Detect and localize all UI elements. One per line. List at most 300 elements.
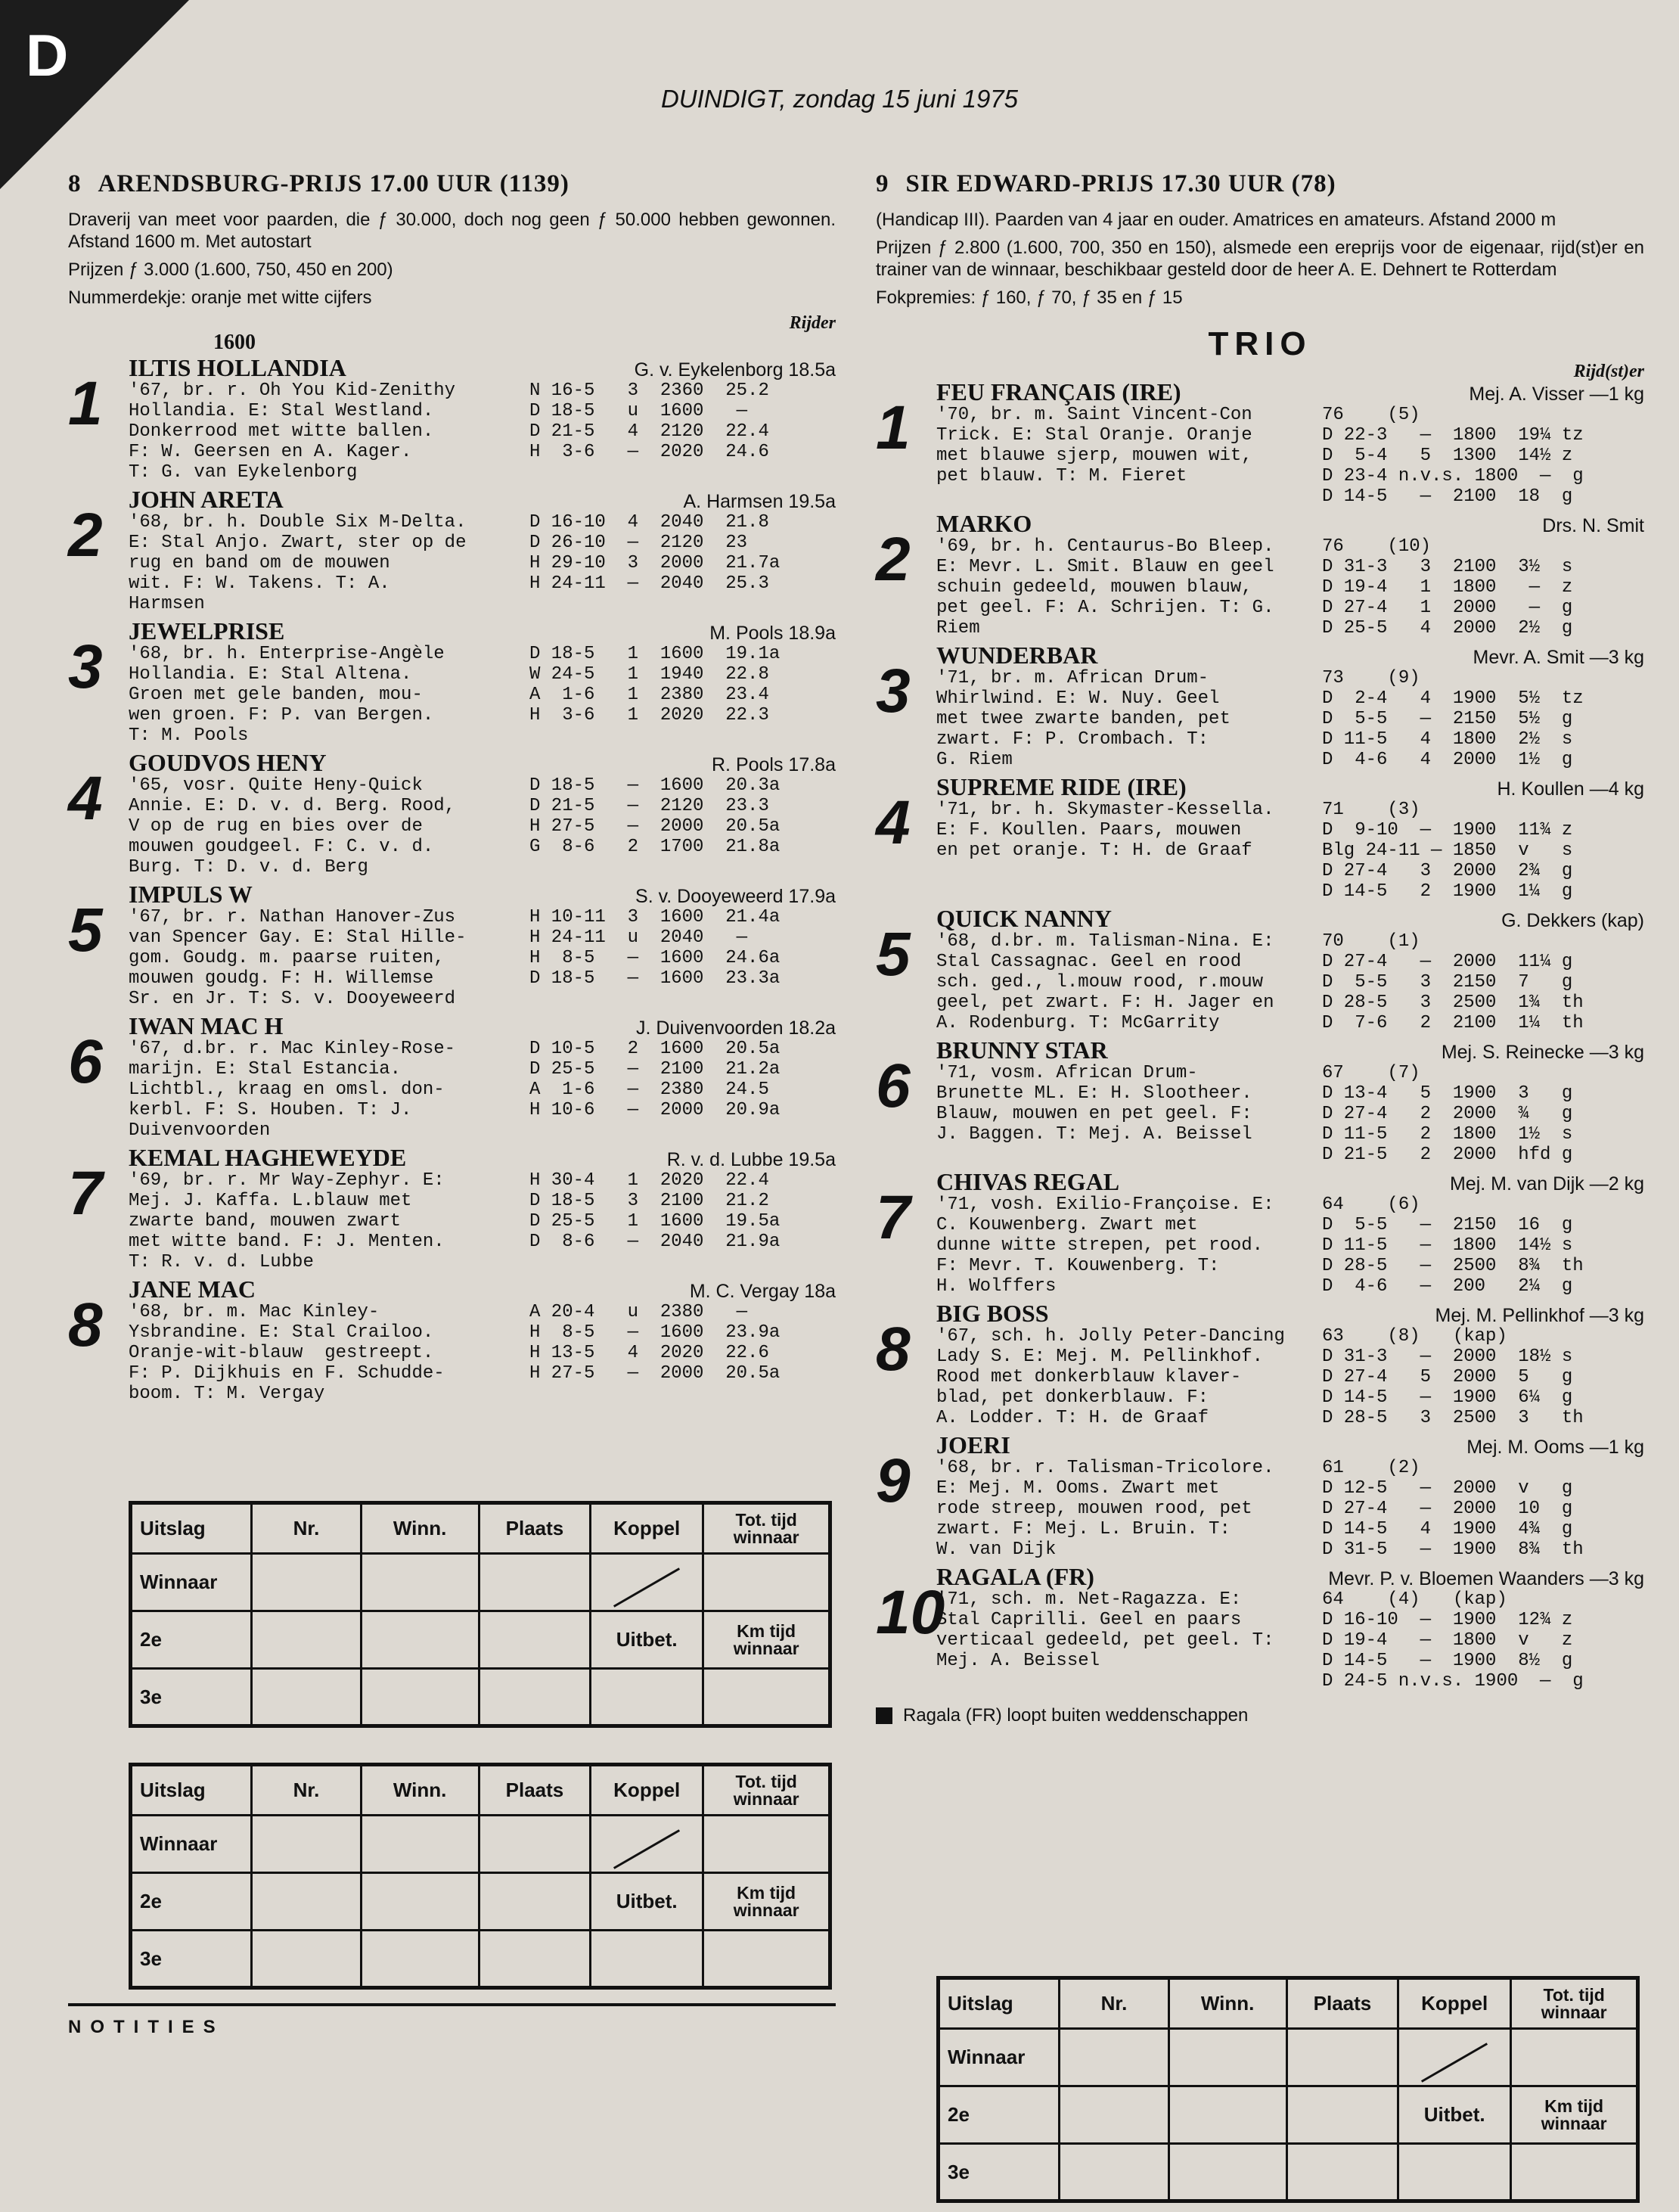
horse-description: E: Stal Anjo. Zwart, ster op de [129, 533, 467, 553]
horse-form: N 16-5 3 2360 25.2 [529, 381, 769, 401]
horse-description: '68, br. h. Enterprise-Angèle [129, 644, 445, 664]
horse-form: D 11-5 4 1800 2½ s [1322, 729, 1573, 750]
horse-detail-line [936, 598, 1644, 618]
horse-description: E: Mej. M. Ooms. Zwart met [936, 1478, 1220, 1499]
koppel-slash-cell [1398, 2029, 1511, 2086]
table-header-cell: Uitslag [131, 1503, 252, 1554]
horse-form: D 11-5 2 1800 1½ s [1322, 1124, 1573, 1145]
footnote: Ragala (FR) loopt buiten weddenschappen [876, 1705, 1644, 1726]
horse-detail-line [936, 993, 1644, 1013]
table-cell[interactable] [361, 1931, 479, 1988]
horse-description [936, 861, 1322, 881]
page-header [0, 85, 1679, 113]
horse-description: Whirlwind. E: W. Nuy. Geel [936, 688, 1220, 709]
table-cell[interactable] [252, 1554, 361, 1611]
race-9-intro: (Handicap III). Paarden van 4 jaar en ouder. Amatrices en amateurs. Afstand 2000 m [876, 210, 1556, 230]
horse-description: blad, pet donkerblauw. F: [936, 1387, 1209, 1408]
horse-description [936, 486, 1322, 507]
horse-detail-line [936, 668, 1644, 688]
table-cell[interactable] [479, 1931, 590, 1988]
horse-form: D 27-4 — 2000 11¼ g [1322, 952, 1573, 972]
horse-number: 6 [876, 1052, 911, 1120]
horse-form: D 14-5 — 1900 8½ g [1322, 1651, 1573, 1671]
horse-description: E: Mevr. L. Smit. Blauw en geel [936, 557, 1274, 577]
horse-number: 5 [68, 896, 103, 965]
horse-detail-line [936, 881, 1644, 902]
slash-mark [613, 1830, 680, 1870]
horse-detail-line [936, 1063, 1644, 1083]
horse-form: D 7-6 2 2100 1¼ th [1322, 1013, 1584, 1033]
horse-form: 67 (7) [1322, 1063, 1420, 1083]
horse-description: F: W. Geersen en A. Kager. [129, 442, 412, 462]
table-cell[interactable] [1511, 2029, 1638, 2086]
horse-number: 4 [68, 764, 103, 833]
table-cell[interactable] [1060, 2144, 1168, 2201]
koppel-slash-cell [591, 1554, 703, 1611]
result-table-2 [129, 1763, 832, 1990]
horse-description: wit. F: W. Takens. T: A. [129, 573, 390, 594]
distance-label: 1600 [213, 331, 256, 354]
date: , zondag 15 juni 1975 [779, 85, 1019, 113]
table-header-cell: Nr. [252, 1503, 361, 1554]
horse-detail-line [129, 968, 836, 989]
horse-form: D 18-5 — 1600 23.3a [529, 968, 781, 989]
horse-form: H 24-11 — 2040 25.3 [529, 573, 769, 594]
horse-detail-line [936, 1013, 1644, 1033]
race-9-fokpremies: Fokpremies: ƒ 160, ƒ 70, ƒ 35 en ƒ 15 [876, 287, 1183, 308]
horse-detail-line [936, 1276, 1644, 1297]
horse-form: 71 (3) [1322, 800, 1420, 820]
horse-form: H 10-6 — 2000 20.9a [529, 1100, 781, 1120]
horse-entry [68, 486, 836, 614]
table-row-label: 2e [131, 1611, 252, 1669]
horse-entry [876, 905, 1644, 1033]
result-table-3 [936, 1976, 1640, 2203]
horse-form: D 14-5 4 1900 4¾ g [1322, 1519, 1573, 1539]
table-cell[interactable] [1286, 2144, 1398, 2201]
horse-form: 63 (8) (kap) [1322, 1326, 1507, 1347]
horse-rider: R. Pools 17.8a [712, 754, 836, 775]
horse-number: 10 [876, 1578, 945, 1647]
horse-form: H 10-11 3 1600 21.4a [529, 907, 781, 927]
horse-description [936, 1671, 1322, 1692]
horse-description: mouwen goudg. F: H. Willemse [129, 968, 434, 989]
horse-detail-line [936, 1539, 1644, 1560]
horse-description: '71, vosm. African Drum- [936, 1063, 1198, 1083]
horse-description: A. Rodenburg. T: McGarrity [936, 1013, 1220, 1033]
horse-form: D 18-5 1 1600 19.1a [529, 644, 781, 664]
table-cell[interactable] [479, 1669, 590, 1726]
horse-description: rug en band om de mouwen [129, 553, 390, 573]
horse-detail-line [129, 1080, 836, 1100]
horse-detail-line [936, 1408, 1644, 1428]
horse-form: D 27-4 — 2000 10 g [1322, 1499, 1573, 1519]
horse-form: D 28-5 3 2500 1¾ th [1322, 993, 1584, 1013]
horse-detail-line [129, 533, 836, 553]
horse-form: H 8-5 — 1600 24.6a [529, 948, 781, 968]
table-cell[interactable] [361, 1873, 479, 1931]
horse-form: H 27-5 — 2000 20.5a [529, 816, 781, 837]
horse-description: T: R. v. d. Lubbe [129, 1252, 314, 1272]
table-cell[interactable] [1511, 2144, 1638, 2201]
horse-detail-line [936, 557, 1644, 577]
horse-description: Mej. A. Beissel [936, 1651, 1100, 1671]
horse-detail-line [936, 486, 1644, 507]
horse-detail-line [129, 381, 836, 401]
horse-entry [68, 1275, 836, 1404]
horse-rider: M. C. Vergay 18a [689, 1281, 836, 1302]
horse-form: 73 (9) [1322, 668, 1420, 688]
horse-description: '67, sch. h. Jolly Peter-Dancing [936, 1326, 1285, 1347]
horse-description: pet blauw. T: M. Fieret [936, 466, 1187, 486]
table-cell[interactable] [591, 1931, 703, 1988]
table-header-cell: Nr. [252, 1765, 361, 1816]
horse-description: '67, d.br. r. Mac Kinley-Rose- [129, 1039, 456, 1059]
horse-number: 1 [876, 393, 911, 462]
horse-form: D 21-5 2 2000 hfd g [1322, 1145, 1573, 1165]
horse-rider: M. Pools 18.9a [709, 623, 836, 644]
horse-detail-line [936, 1256, 1644, 1276]
horse-detail-line [936, 800, 1644, 820]
horse-description: '65, vosr. Quite Heny-Quick [129, 775, 423, 796]
horse-form: D 21-5 — 2120 23.3 [529, 796, 769, 816]
horse-detail-line [129, 1322, 836, 1343]
horse-number: 8 [68, 1291, 103, 1359]
table-cell[interactable] [252, 1931, 361, 1988]
horse-detail-line [936, 1519, 1644, 1539]
race-8-column [68, 170, 836, 1411]
horse-detail-line [129, 421, 836, 442]
table-header-cell: Plaats [1286, 1978, 1398, 2029]
horse-detail-line [129, 1039, 836, 1059]
table-cell[interactable] [479, 1611, 590, 1669]
horse-form: D 4-6 4 2000 1½ g [1322, 750, 1573, 770]
table-row-label: 3e [131, 1669, 252, 1726]
horse-form: W 24-5 1 1940 22.8 [529, 664, 769, 685]
horse-form: D 18-5 3 2100 21.2 [529, 1191, 769, 1211]
horse-rider: G. Dekkers (kap) [1501, 910, 1644, 931]
horse-detail-line [936, 1235, 1644, 1256]
horse-description: zwart. F: P. Crombach. T: [936, 729, 1209, 750]
horse-name: JEWELPRISE [129, 617, 285, 645]
horse-description: Mej. J. Kaffa. L.blauw met [129, 1191, 412, 1211]
uitbet-label: Uitbet. [1398, 2086, 1511, 2144]
notities-label: NOTITIES [68, 2017, 225, 2037]
horse-description: T: M. Pools [129, 725, 249, 746]
horse-form: 76 (5) [1322, 405, 1420, 425]
table-header-cell: Nr. [1060, 1978, 1168, 2029]
horse-name: BRUNNY STAR [936, 1036, 1108, 1064]
horse-rider: Drs. N. Smit [1542, 515, 1644, 536]
horse-detail-line [936, 1387, 1644, 1408]
uitbet-label: Uitbet. [591, 1873, 703, 1931]
horse-detail-line [936, 709, 1644, 729]
horse-name: JOERI [936, 1431, 1010, 1459]
horse-entry [876, 1300, 1644, 1428]
horse-form [529, 1384, 836, 1404]
horse-form: D 14-5 — 1900 6¼ g [1322, 1387, 1573, 1408]
table-header-cell: Winn. [1168, 1978, 1286, 2029]
horse-detail-line [936, 1478, 1644, 1499]
horse-entry [876, 642, 1644, 770]
horse-form: D 28-5 — 2500 8¾ th [1322, 1256, 1584, 1276]
result-table-1 [129, 1501, 832, 1728]
horse-form [529, 857, 836, 878]
horse-form: D 27-4 3 2000 2¾ g [1322, 861, 1573, 881]
horse-form: 64 (6) [1322, 1195, 1420, 1215]
horse-name: QUICK NANNY [936, 905, 1112, 932]
venue: DUINDIGT [660, 85, 780, 113]
table-cell[interactable] [1168, 2144, 1286, 2201]
horse-detail-line [129, 837, 836, 857]
table-cell[interactable] [1286, 2029, 1398, 2086]
horse-rider: Mej. S. Reinecke —3 kg [1441, 1042, 1644, 1063]
horse-form: G 8-6 2 1700 21.8a [529, 837, 781, 857]
horse-detail-line [936, 1083, 1644, 1104]
table-cell[interactable] [703, 1816, 830, 1873]
horse-rider: A. Harmsen 19.5a [683, 491, 836, 512]
horse-form: D 19-4 — 1800 v z [1322, 1630, 1573, 1651]
horse-description: H. Wolffers [936, 1276, 1057, 1297]
horse-detail-line [129, 664, 836, 685]
horse-form: H 24-11 u 2040 — [529, 927, 748, 948]
horse-rider: H. Koullen —4 kg [1497, 778, 1644, 800]
horse-name: CHIVAS REGAL [936, 1168, 1120, 1195]
horse-detail-line [129, 1384, 836, 1404]
horse-description: Harmsen [129, 594, 205, 614]
horse-form: H 3-6 — 2020 24.6 [529, 442, 769, 462]
horse-number: 6 [68, 1027, 103, 1096]
horse-description: '68, br. h. Double Six M-Delta. [129, 512, 467, 533]
horse-description: '71, br. h. Skymaster-Kessella. [936, 800, 1274, 820]
kmtijd-label: Km tijd winnaar [703, 1611, 830, 1669]
table-cell[interactable] [703, 1931, 830, 1988]
horse-form: D 27-4 2 2000 ¾ g [1322, 1104, 1573, 1124]
horse-description: verticaal gedeeld, pet geel. T: [936, 1630, 1274, 1651]
table-cell[interactable] [591, 1669, 703, 1726]
table-cell[interactable] [1168, 2029, 1286, 2086]
horse-form: 61 (2) [1322, 1458, 1420, 1478]
horse-detail-line [129, 907, 836, 927]
horse-name: IMPULS W [129, 881, 253, 908]
table-cell[interactable] [1168, 2086, 1286, 2144]
race-9-horse-list [876, 378, 1644, 1692]
horse-number: 4 [876, 788, 911, 857]
horse-description: '69, br. r. Mr Way-Zephyr. E: [129, 1170, 445, 1191]
horse-description: '67, br. r. Nathan Hanover-Zus [129, 907, 456, 927]
table-cell[interactable] [361, 1554, 479, 1611]
table-cell[interactable] [252, 1873, 361, 1931]
horse-description: Donkerrood met witte ballen. [129, 421, 434, 442]
horse-form: D 18-5 u 1600 — [529, 401, 748, 421]
table-cell[interactable] [1286, 2086, 1398, 2144]
horse-entry [68, 354, 836, 483]
horse-detail-line [936, 1195, 1644, 1215]
horse-detail-line [129, 948, 836, 968]
section-letter: D [26, 22, 69, 89]
table-header-cell: Koppel [591, 1765, 703, 1816]
horse-detail-line [129, 989, 836, 1009]
horse-description: en pet oranje. T: H. de Graaf [936, 840, 1252, 861]
horse-form: D 22-3 — 1800 19¼ tz [1322, 425, 1584, 446]
horse-description: Lady S. E: Mej. M. Pellinkhof. [936, 1347, 1264, 1367]
horse-detail-line [936, 729, 1644, 750]
horse-description: '68, br. m. Mac Kinley- [129, 1302, 380, 1322]
horse-number: 7 [876, 1183, 911, 1252]
table-cell[interactable] [252, 1611, 361, 1669]
horse-form: D 16-10 — 1900 12¾ z [1322, 1610, 1573, 1630]
horse-rider: J. Duivenvoorden 18.2a [635, 1017, 836, 1039]
horse-description: A. Lodder. T: H. de Graaf [936, 1408, 1209, 1428]
table-cell[interactable] [361, 1611, 479, 1669]
horse-rider: G. v. Eykelenborg 18.5a [634, 359, 836, 381]
horse-description: V op de rug en bies over de [129, 816, 423, 837]
horse-rider: Mevr. A. Smit —3 kg [1473, 647, 1644, 668]
horse-description: zwarte band, mouwen zwart [129, 1211, 402, 1232]
horse-entry [876, 1431, 1644, 1560]
table-cell[interactable] [361, 1816, 479, 1873]
horse-description: mouwen goudgeel. F: C. v. d. [129, 837, 434, 857]
horse-description: W. van Dijk [936, 1539, 1057, 1560]
horse-form: D 11-5 — 1800 14½ s [1322, 1235, 1573, 1256]
horse-form: D 10-5 2 1600 20.5a [529, 1039, 781, 1059]
horse-name: JANE MAC [129, 1275, 256, 1303]
horse-detail-line [129, 796, 836, 816]
horse-detail-line [936, 618, 1644, 638]
rijdster-header: Rijd(st)er [1573, 362, 1644, 381]
horse-detail-line [129, 644, 836, 664]
horse-form: D 9-10 — 1900 11¾ z [1322, 820, 1573, 840]
horse-form [529, 1252, 836, 1272]
table-cell[interactable] [361, 1669, 479, 1726]
horse-detail-line [936, 1589, 1644, 1610]
horse-detail-line [129, 1232, 836, 1252]
table-row-label: Winnaar [131, 1816, 252, 1873]
horse-entry [68, 617, 836, 746]
horse-number: 5 [876, 920, 911, 989]
horse-form: D 26-10 — 2120 23 [529, 533, 748, 553]
table-row-label: Winnaar [939, 2029, 1060, 2086]
horse-form: D 5-4 5 1300 14½ z [1322, 446, 1573, 466]
horse-form [529, 462, 836, 483]
horse-form: D 24-5 n.v.s. 1900 — g [1322, 1671, 1584, 1692]
horse-description: Riem [936, 618, 980, 638]
horse-description: zwart. F: Mej. L. Bruin. T: [936, 1519, 1231, 1539]
table-cell[interactable] [479, 1554, 590, 1611]
horse-detail-line [129, 1302, 836, 1322]
horse-detail-line [936, 1326, 1644, 1347]
horse-entry [876, 1036, 1644, 1165]
horse-entry [68, 749, 836, 878]
horse-detail-line [936, 750, 1644, 770]
horse-detail-line [936, 1610, 1644, 1630]
table-cell[interactable] [479, 1816, 590, 1873]
horse-name: JOHN ARETA [129, 486, 284, 513]
horse-number: 3 [876, 657, 911, 725]
horse-entry [68, 1012, 836, 1141]
horse-description: Burg. T: D. v. d. Berg [129, 857, 368, 878]
horse-number: 3 [68, 632, 103, 701]
horse-description: Oranje-wit-blauw gestreept. [129, 1343, 434, 1363]
divider [68, 2003, 836, 2006]
horse-entry [876, 1563, 1644, 1692]
horse-rider: S. v. Dooyeweerd 17.9a [635, 886, 836, 907]
horse-form: D 25-5 4 2000 2½ g [1322, 618, 1573, 638]
horse-description: Stal Cassagnac. Geel en rood [936, 952, 1242, 972]
table-cell[interactable] [1060, 2029, 1168, 2086]
horse-detail-line [936, 1630, 1644, 1651]
horse-form: D 2-4 4 1900 5½ tz [1322, 688, 1584, 709]
horse-detail-line [129, 594, 836, 614]
horse-detail-line [936, 1671, 1644, 1692]
horse-form: H 29-10 3 2000 21.7a [529, 553, 781, 573]
horse-description: '68, d.br. m. Talisman-Nina. E: [936, 931, 1274, 952]
horse-detail-line [129, 1252, 836, 1272]
horse-detail-line [936, 1104, 1644, 1124]
horse-detail-line [936, 536, 1644, 557]
horse-name: MARKO [936, 510, 1032, 537]
horse-description: Trick. E: Stal Oranje. Oranje [936, 425, 1252, 446]
table-row-label: 2e [939, 2086, 1060, 2144]
horse-description: gom. Goudg. m. paarse ruiten, [129, 948, 445, 968]
horse-form: 70 (1) [1322, 931, 1420, 952]
horse-detail-line [129, 1170, 836, 1191]
horse-entry [68, 1144, 836, 1272]
horse-description: '71, vosh. Exilio-Françoise. E: [936, 1195, 1274, 1215]
slash-mark [1421, 2043, 1488, 2083]
rijder-header: Rijder [789, 313, 836, 333]
horse-detail-line [936, 931, 1644, 952]
table-cell[interactable] [252, 1669, 361, 1726]
horse-form: 76 (10) [1322, 536, 1432, 557]
table-cell[interactable] [703, 1669, 830, 1726]
horse-form: D 8-6 — 2040 21.9a [529, 1232, 781, 1252]
horse-form [529, 989, 836, 1009]
horse-form: D 5-5 3 2150 7 g [1322, 972, 1573, 993]
horse-form: D 31-3 3 2100 3½ s [1322, 557, 1573, 577]
horse-description: Ysbrandine. E: Stal Crailoo. [129, 1322, 434, 1343]
table-header-cell: Koppel [1398, 1978, 1511, 2029]
horse-description: Annie. E: D. v. d. Berg. Rood, [129, 796, 456, 816]
horse-form: D 13-4 5 1900 3 g [1322, 1083, 1573, 1104]
table-header-cell: Uitslag [939, 1978, 1060, 2029]
table-header-cell: Tot. tijd winnaar [703, 1503, 830, 1554]
table-cell[interactable] [703, 1554, 830, 1611]
horse-form: D 5-5 — 2150 16 g [1322, 1215, 1573, 1235]
horse-detail-line [936, 1347, 1644, 1367]
race-8-horse-list [68, 354, 836, 1404]
horse-detail-line [936, 861, 1644, 881]
horse-description: C. Kouwenberg. Zwart met [936, 1215, 1198, 1235]
horse-name: SUPREME RIDE (IRE) [936, 773, 1187, 800]
horse-number: 7 [68, 1159, 103, 1228]
horse-entry [876, 773, 1644, 902]
horse-form: A 20-4 u 2380 — [529, 1302, 748, 1322]
horse-detail-line [129, 1363, 836, 1384]
table-cell[interactable] [479, 1873, 590, 1931]
horse-detail-line [936, 1215, 1644, 1235]
horse-description: met twee zwarte banden, pet [936, 709, 1231, 729]
table-cell[interactable] [252, 1816, 361, 1873]
race-8-title: 8 ARENDSBURG-PRIJS 17.00 UUR (1139) [68, 170, 569, 197]
table-cell[interactable] [1060, 2086, 1168, 2144]
horse-description: '70, br. m. Saint Vincent-Con [936, 405, 1252, 425]
table-header-cell: Winn. [361, 1503, 479, 1554]
table-cell[interactable] [1398, 2144, 1511, 2201]
horse-form: D 12-5 — 2000 v g [1322, 1478, 1573, 1499]
horse-rider: R. v. d. Lubbe 19.5a [666, 1149, 836, 1170]
horse-detail-line [129, 573, 836, 594]
